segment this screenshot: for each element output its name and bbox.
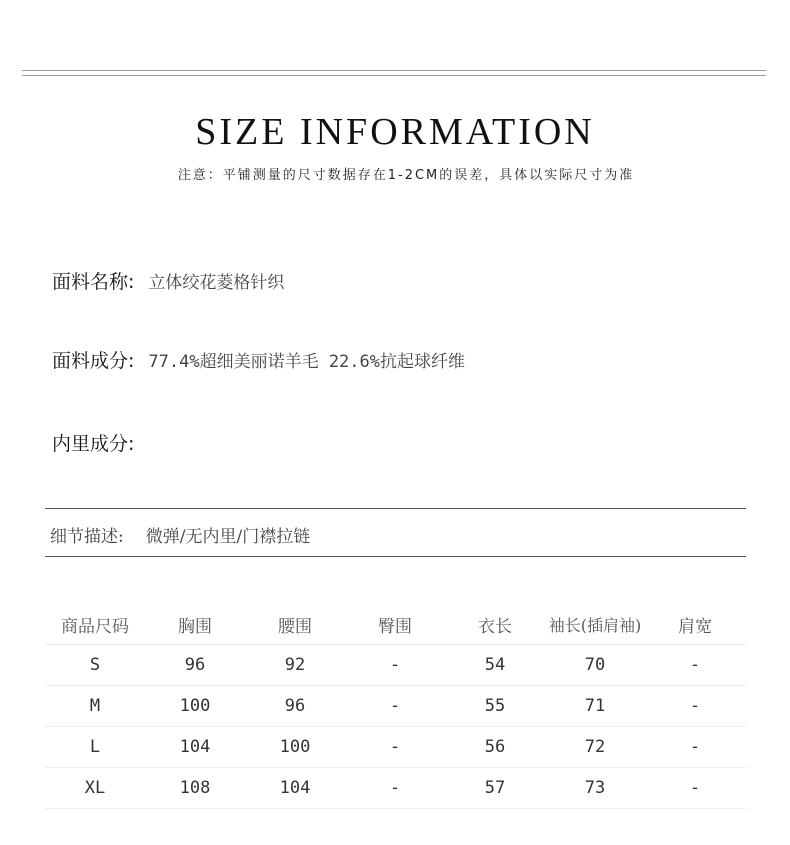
top-divider-line-2 bbox=[22, 75, 766, 76]
detail-description-row bbox=[50, 522, 310, 547]
table-row bbox=[45, 686, 746, 727]
hip-cell: - bbox=[389, 696, 401, 716]
fabric-name-label: 面料名称: bbox=[52, 271, 135, 293]
bust-cell: 100 bbox=[179, 696, 211, 716]
shoulder-cell: - bbox=[689, 737, 701, 757]
page-title: SIZE INFORMATION bbox=[195, 111, 595, 153]
detail-description-value: 微弹/无内里/门襟拉链 bbox=[145, 527, 311, 547]
fabric-composition-row bbox=[52, 346, 465, 373]
fabric-composition-value: 77.4%超细美丽诺羊毛 22.6%抗起球纤维 bbox=[148, 352, 465, 372]
sleeve-cell: 73 bbox=[584, 778, 606, 798]
hip-cell: - bbox=[389, 778, 401, 798]
detail-bottom-rule bbox=[45, 556, 746, 557]
bust-cell: 96 bbox=[184, 655, 206, 675]
shoulder-cell: - bbox=[689, 778, 701, 798]
lining-composition-label: 内里成分: bbox=[52, 433, 135, 455]
size-cell: L bbox=[89, 737, 101, 757]
header-waist: 腰围 bbox=[278, 616, 312, 637]
fabric-name-value: 立体绞花菱格针织 bbox=[148, 273, 285, 293]
header-length: 衣长 bbox=[478, 616, 512, 637]
length-cell: 56 bbox=[484, 737, 506, 757]
waist-cell: 96 bbox=[284, 696, 306, 716]
size-cell: XL bbox=[84, 778, 106, 798]
hip-cell: - bbox=[389, 655, 401, 675]
sleeve-cell: 70 bbox=[584, 655, 606, 675]
fabric-name-row bbox=[52, 267, 284, 294]
table-row bbox=[45, 645, 746, 686]
shoulder-cell: - bbox=[689, 655, 701, 675]
sleeve-cell: 71 bbox=[584, 696, 606, 716]
detail-top-rule bbox=[45, 508, 746, 509]
header-shoulder: 肩宽 bbox=[678, 616, 712, 637]
table-row bbox=[45, 727, 746, 768]
waist-cell: 104 bbox=[279, 778, 311, 798]
measurement-note: 注意：平铺测量的尺寸数据存在1-2CM的误差，具体以实际尺寸为准 bbox=[177, 168, 635, 183]
detail-description-label: 细节描述: bbox=[50, 527, 124, 547]
header-size: 商品尺码 bbox=[61, 616, 129, 637]
size-table-header-row bbox=[45, 604, 746, 645]
top-divider-line bbox=[22, 70, 766, 71]
waist-cell: 92 bbox=[284, 655, 306, 675]
size-table bbox=[45, 604, 746, 809]
bust-cell: 104 bbox=[179, 737, 211, 757]
waist-cell: 100 bbox=[279, 737, 311, 757]
header-bust: 胸围 bbox=[178, 616, 212, 637]
shoulder-cell: - bbox=[689, 696, 701, 716]
length-cell: 57 bbox=[484, 778, 506, 798]
header-sleeve: 袖长(插肩袖) bbox=[548, 615, 642, 635]
size-cell: S bbox=[89, 655, 101, 675]
bust-cell: 108 bbox=[179, 778, 211, 798]
hip-cell: - bbox=[389, 737, 401, 757]
length-cell: 54 bbox=[484, 655, 506, 675]
table-row bbox=[45, 768, 746, 809]
sleeve-cell: 72 bbox=[584, 737, 606, 757]
size-cell: M bbox=[89, 696, 101, 716]
header-hip: 臀围 bbox=[378, 616, 412, 637]
lining-composition-row bbox=[52, 429, 148, 456]
length-cell: 55 bbox=[484, 696, 506, 716]
fabric-composition-label: 面料成分: bbox=[52, 350, 135, 372]
